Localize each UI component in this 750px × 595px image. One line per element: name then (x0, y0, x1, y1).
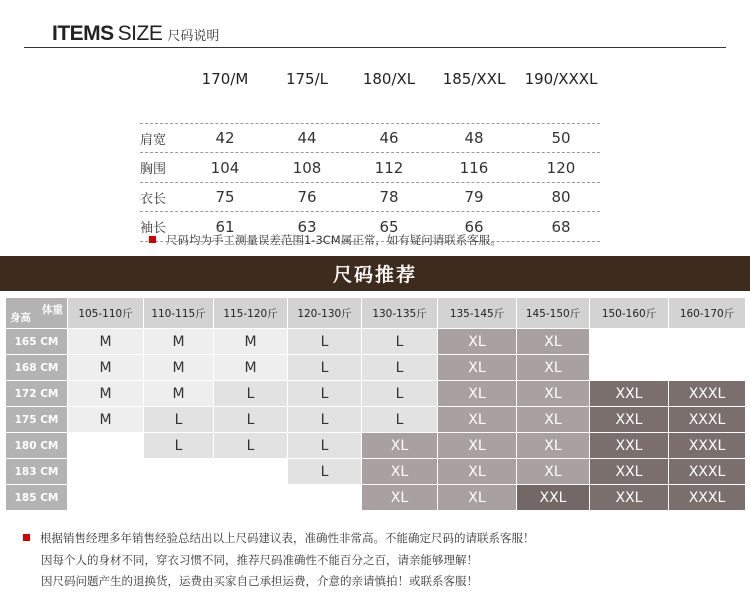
size-chart-table (140, 64, 600, 242)
weight-header: 105-110斤 (68, 298, 144, 329)
recommended-size-cell: XL (362, 433, 438, 459)
height-axis-label: 身高 (10, 312, 31, 324)
recommend-row (6, 355, 746, 381)
weight-header: 120-130斤 (288, 298, 362, 329)
recommended-size-cell: XXL (590, 459, 669, 485)
recommended-size-cell: L (144, 433, 214, 459)
size-chart-row (140, 183, 600, 213)
recommended-size-cell: XXL (590, 433, 669, 459)
measure-value: 50 (551, 129, 571, 148)
weight-axis-label: 体重 (42, 304, 63, 316)
recommend-row (6, 485, 746, 511)
size-recommend-table (5, 297, 746, 511)
recommended-size-cell (144, 459, 214, 485)
measure-value: 61 (215, 217, 235, 236)
measure-label: 肩宽 (140, 132, 167, 148)
recommended-size-cell: XXXL (669, 459, 746, 485)
recommended-size-cell (669, 329, 746, 355)
section-header (52, 22, 219, 46)
weight-header: 130-135斤 (362, 298, 438, 329)
recommended-size-cell: L (288, 459, 362, 485)
measurement-note-text: 尺码均为手工测量误差范围1-3CM属正常，如有疑问请联系客服。 (166, 233, 502, 247)
recommended-size-cell: M (68, 407, 144, 433)
recommended-size-cell: L (362, 407, 438, 433)
measure-label: 胸围 (140, 162, 167, 178)
recommended-size-cell: L (288, 355, 362, 381)
recommended-size-cell: L (214, 407, 288, 433)
recommended-size-cell: XXL (517, 485, 590, 511)
measurement-note (149, 232, 502, 248)
recommend-banner-title: 尺码推荐 (332, 264, 417, 286)
recommended-size-cell: M (68, 355, 144, 381)
measure-value: 65 (379, 217, 399, 236)
measure-value: 46 (379, 129, 399, 148)
size-column-header: 170/M (201, 70, 249, 88)
recommended-size-cell: L (362, 329, 438, 355)
size-column-header: 180/XL (362, 70, 416, 88)
note-line: 因每个人的身材不同，穿衣习惯不同，推荐尺码准确性不能百分之百，请亲能够理解！ (41, 552, 478, 567)
recommend-row (6, 459, 746, 485)
recommended-size-cell: M (214, 355, 288, 381)
recommended-size-cell: L (288, 407, 362, 433)
recommended-size-cell: L (288, 381, 362, 407)
recommended-size-cell: XXXL (669, 485, 746, 511)
recommended-size-cell: XL (517, 433, 590, 459)
measure-value: 66 (464, 217, 484, 236)
header-divider (24, 47, 726, 48)
recommended-size-cell: XL (517, 407, 590, 433)
bullet-square-icon (23, 534, 30, 541)
recommend-row (6, 433, 746, 459)
weight-header: 160-170斤 (669, 298, 746, 329)
size-column-header: 185/XXL (442, 70, 506, 88)
recommended-size-cell: M (68, 329, 144, 355)
note-line: 因尺码问题产生的退换货，运费由买家自己承担运费，介意的亲请慎拍！或联系客服！ (41, 574, 478, 588)
corner-cell (6, 298, 68, 329)
measure-value: 78 (379, 188, 399, 207)
note-text: 根据销售经理多年销售经验总结出以上尺码建议表，准确性非常高。不能确定尺码的请联系客服！ (40, 531, 535, 545)
recommended-size-cell (214, 459, 288, 485)
recommended-size-cell: XL (438, 329, 517, 355)
height-label: 168 CM (6, 355, 68, 381)
recommended-size-cell: L (362, 355, 438, 381)
recommended-size-cell: M (144, 329, 214, 355)
recommended-size-cell (590, 355, 669, 381)
measure-value: 76 (297, 188, 317, 207)
size-chart-row (140, 124, 600, 154)
recommended-size-cell: XL (517, 355, 590, 381)
recommended-size-cell (68, 485, 144, 511)
height-label: 183 CM (6, 459, 68, 485)
size-chart-header-row (140, 64, 600, 94)
measure-value: 104 (210, 158, 240, 177)
recommended-size-cell: M (144, 381, 214, 407)
recommended-size-cell: XL (517, 381, 590, 407)
measure-value: 42 (215, 129, 235, 148)
measure-label: 袖长 (140, 221, 167, 237)
recommended-size-cell (214, 485, 288, 511)
recommended-size-cell (288, 485, 362, 511)
recommended-size-cell: L (214, 433, 288, 459)
height-label: 185 CM (6, 485, 68, 511)
recommend-row (6, 329, 746, 355)
recommended-size-cell: XL (362, 459, 438, 485)
recommended-size-cell: M (68, 381, 144, 407)
header-title-rest: SIZE (117, 22, 163, 45)
recommended-size-cell: M (144, 355, 214, 381)
recommended-size-cell: XXXL (669, 381, 746, 407)
measure-value: 108 (292, 158, 322, 177)
recommended-size-cell: XL (438, 381, 517, 407)
measure-value: 48 (464, 129, 484, 148)
weight-header: 150-160斤 (590, 298, 669, 329)
recommended-size-cell: L (144, 407, 214, 433)
notes-block (23, 528, 535, 593)
size-column-header: 175/L (285, 70, 329, 88)
measure-value: 80 (551, 188, 571, 207)
recommended-size-cell (68, 433, 144, 459)
weight-header: 135-145斤 (438, 298, 517, 329)
measure-value: 116 (459, 158, 489, 177)
recommended-size-cell: XXL (590, 485, 669, 511)
recommended-size-cell (590, 329, 669, 355)
recommended-size-cell: XXXL (669, 407, 746, 433)
size-chart-row (140, 153, 600, 183)
recommended-size-cell: L (288, 433, 362, 459)
recommended-size-cell: XL (438, 355, 517, 381)
measure-value: 79 (464, 188, 484, 207)
recommended-size-cell (68, 459, 144, 485)
recommended-size-cell: L (288, 329, 362, 355)
header-title-bold: ITEMS (52, 22, 114, 45)
recommended-size-cell: XL (438, 433, 517, 459)
recommended-size-cell: XL (517, 329, 590, 355)
size-chart-row (140, 94, 600, 124)
weight-header: 145-150斤 (517, 298, 590, 329)
weight-header: 115-120斤 (214, 298, 288, 329)
height-label: 172 CM (6, 381, 68, 407)
size-column-header: 190/XXXL (524, 70, 598, 88)
recommended-size-cell: XXL (590, 381, 669, 407)
recommended-size-cell (144, 485, 214, 511)
recommended-size-cell: XXXL (669, 433, 746, 459)
bullet-square-icon (149, 236, 156, 243)
measure-value: 120 (546, 158, 576, 177)
recommended-size-cell: XL (517, 459, 590, 485)
measure-value: 44 (297, 129, 317, 148)
recommended-size-cell: XL (438, 459, 517, 485)
measure-value: 68 (551, 217, 571, 236)
recommended-size-cell: L (214, 381, 288, 407)
recommended-size-cell (669, 355, 746, 381)
height-label: 165 CM (6, 329, 68, 355)
height-label: 180 CM (6, 433, 68, 459)
recommend-banner (0, 256, 750, 291)
recommended-size-cell: M (214, 329, 288, 355)
measure-value: 63 (297, 217, 317, 236)
recommended-size-cell: L (362, 381, 438, 407)
recommend-header-row (6, 298, 746, 329)
measure-value: 112 (374, 158, 404, 177)
height-label: 175 CM (6, 407, 68, 433)
measure-label: 衣长 (140, 191, 167, 207)
recommended-size-cell: XL (438, 407, 517, 433)
measure-value: 75 (215, 188, 235, 207)
recommended-size-cell: XL (438, 485, 517, 511)
recommend-row (6, 407, 746, 433)
weight-header: 110-115斤 (144, 298, 214, 329)
note-line (23, 528, 535, 550)
recommended-size-cell: XL (362, 485, 438, 511)
recommended-size-cell: XXL (590, 407, 669, 433)
recommend-row (6, 381, 746, 407)
header-title-cn: 尺码说明 (167, 29, 220, 44)
